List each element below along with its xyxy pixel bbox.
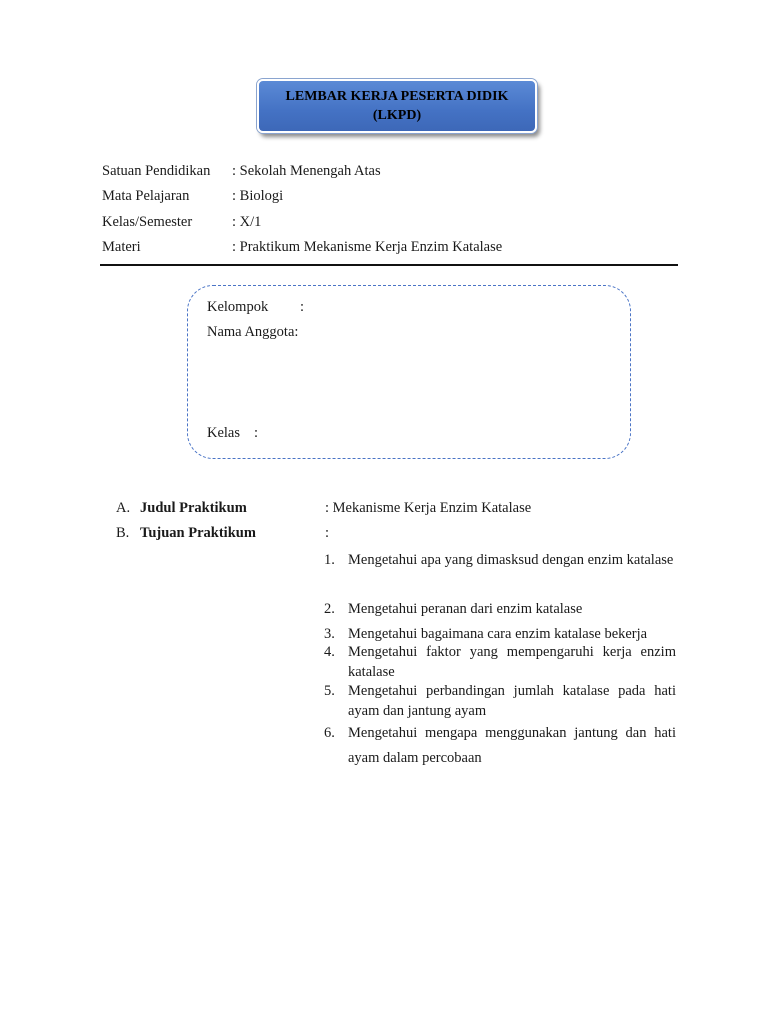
section-b-value: : bbox=[325, 525, 330, 541]
title-line-2: (LKPD) bbox=[372, 108, 422, 123]
info-value: : X/1 bbox=[232, 214, 262, 230]
goal-text: Mengetahui mengapa menggunakan jantung dan hati ayam dalam percobaan bbox=[348, 725, 676, 766]
section-b-letter: B. bbox=[116, 525, 130, 541]
goal-text: Mengetahui faktor yang mempengaruhi kerja enzim katalase bbox=[348, 644, 676, 680]
section-a-value: : Mekanisme Kerja Enzim Katalase bbox=[325, 500, 532, 516]
header-divider bbox=[100, 264, 678, 266]
info-label: Materi bbox=[102, 239, 141, 255]
goal-number: 4. bbox=[324, 644, 335, 660]
info-label: Mata Pelajaran bbox=[102, 188, 190, 204]
kelompok-label: Kelompok bbox=[207, 299, 269, 315]
info-value: : Praktikum Mekanisme Kerja Enzim Katalase bbox=[232, 239, 503, 255]
title-line-1: LEMBAR KERJA PESERTA DIDIK bbox=[285, 89, 509, 104]
kelas-colon: : bbox=[254, 425, 259, 441]
info-label: Satuan Pendidikan bbox=[102, 163, 211, 179]
info-label: Kelas/Semester bbox=[102, 214, 193, 230]
section-a-title: Judul Praktikum bbox=[140, 500, 247, 516]
goal-text: Mengetahui apa yang dimasksud dengan enzim katalase bbox=[348, 552, 674, 568]
goal-number: 1. bbox=[324, 552, 335, 568]
info-value: : Sekolah Menengah Atas bbox=[232, 163, 381, 179]
goal-number: 6. bbox=[324, 725, 335, 741]
section-b-title: Tujuan Praktikum bbox=[140, 525, 256, 541]
goal-number: 2. bbox=[324, 601, 335, 617]
kelas-label: Kelas bbox=[207, 425, 241, 441]
goal-text: Mengetahui bagaimana cara enzim katalase bekerja bbox=[348, 626, 648, 642]
kelompok-colon: : bbox=[300, 299, 305, 315]
goal-number: 3. bbox=[324, 626, 335, 642]
anggota-label: Nama Anggota: bbox=[207, 324, 299, 340]
goal-text: Mengetahui perbandingan jumlah katalase pada hati ayam dan jantung ayam bbox=[348, 683, 676, 719]
title-banner bbox=[257, 79, 537, 133]
section-a-letter: A. bbox=[116, 500, 131, 516]
goal-number: 5. bbox=[324, 683, 335, 699]
goal-text: Mengetahui peranan dari enzim katalase bbox=[348, 601, 583, 617]
info-value: : Biologi bbox=[232, 188, 284, 204]
